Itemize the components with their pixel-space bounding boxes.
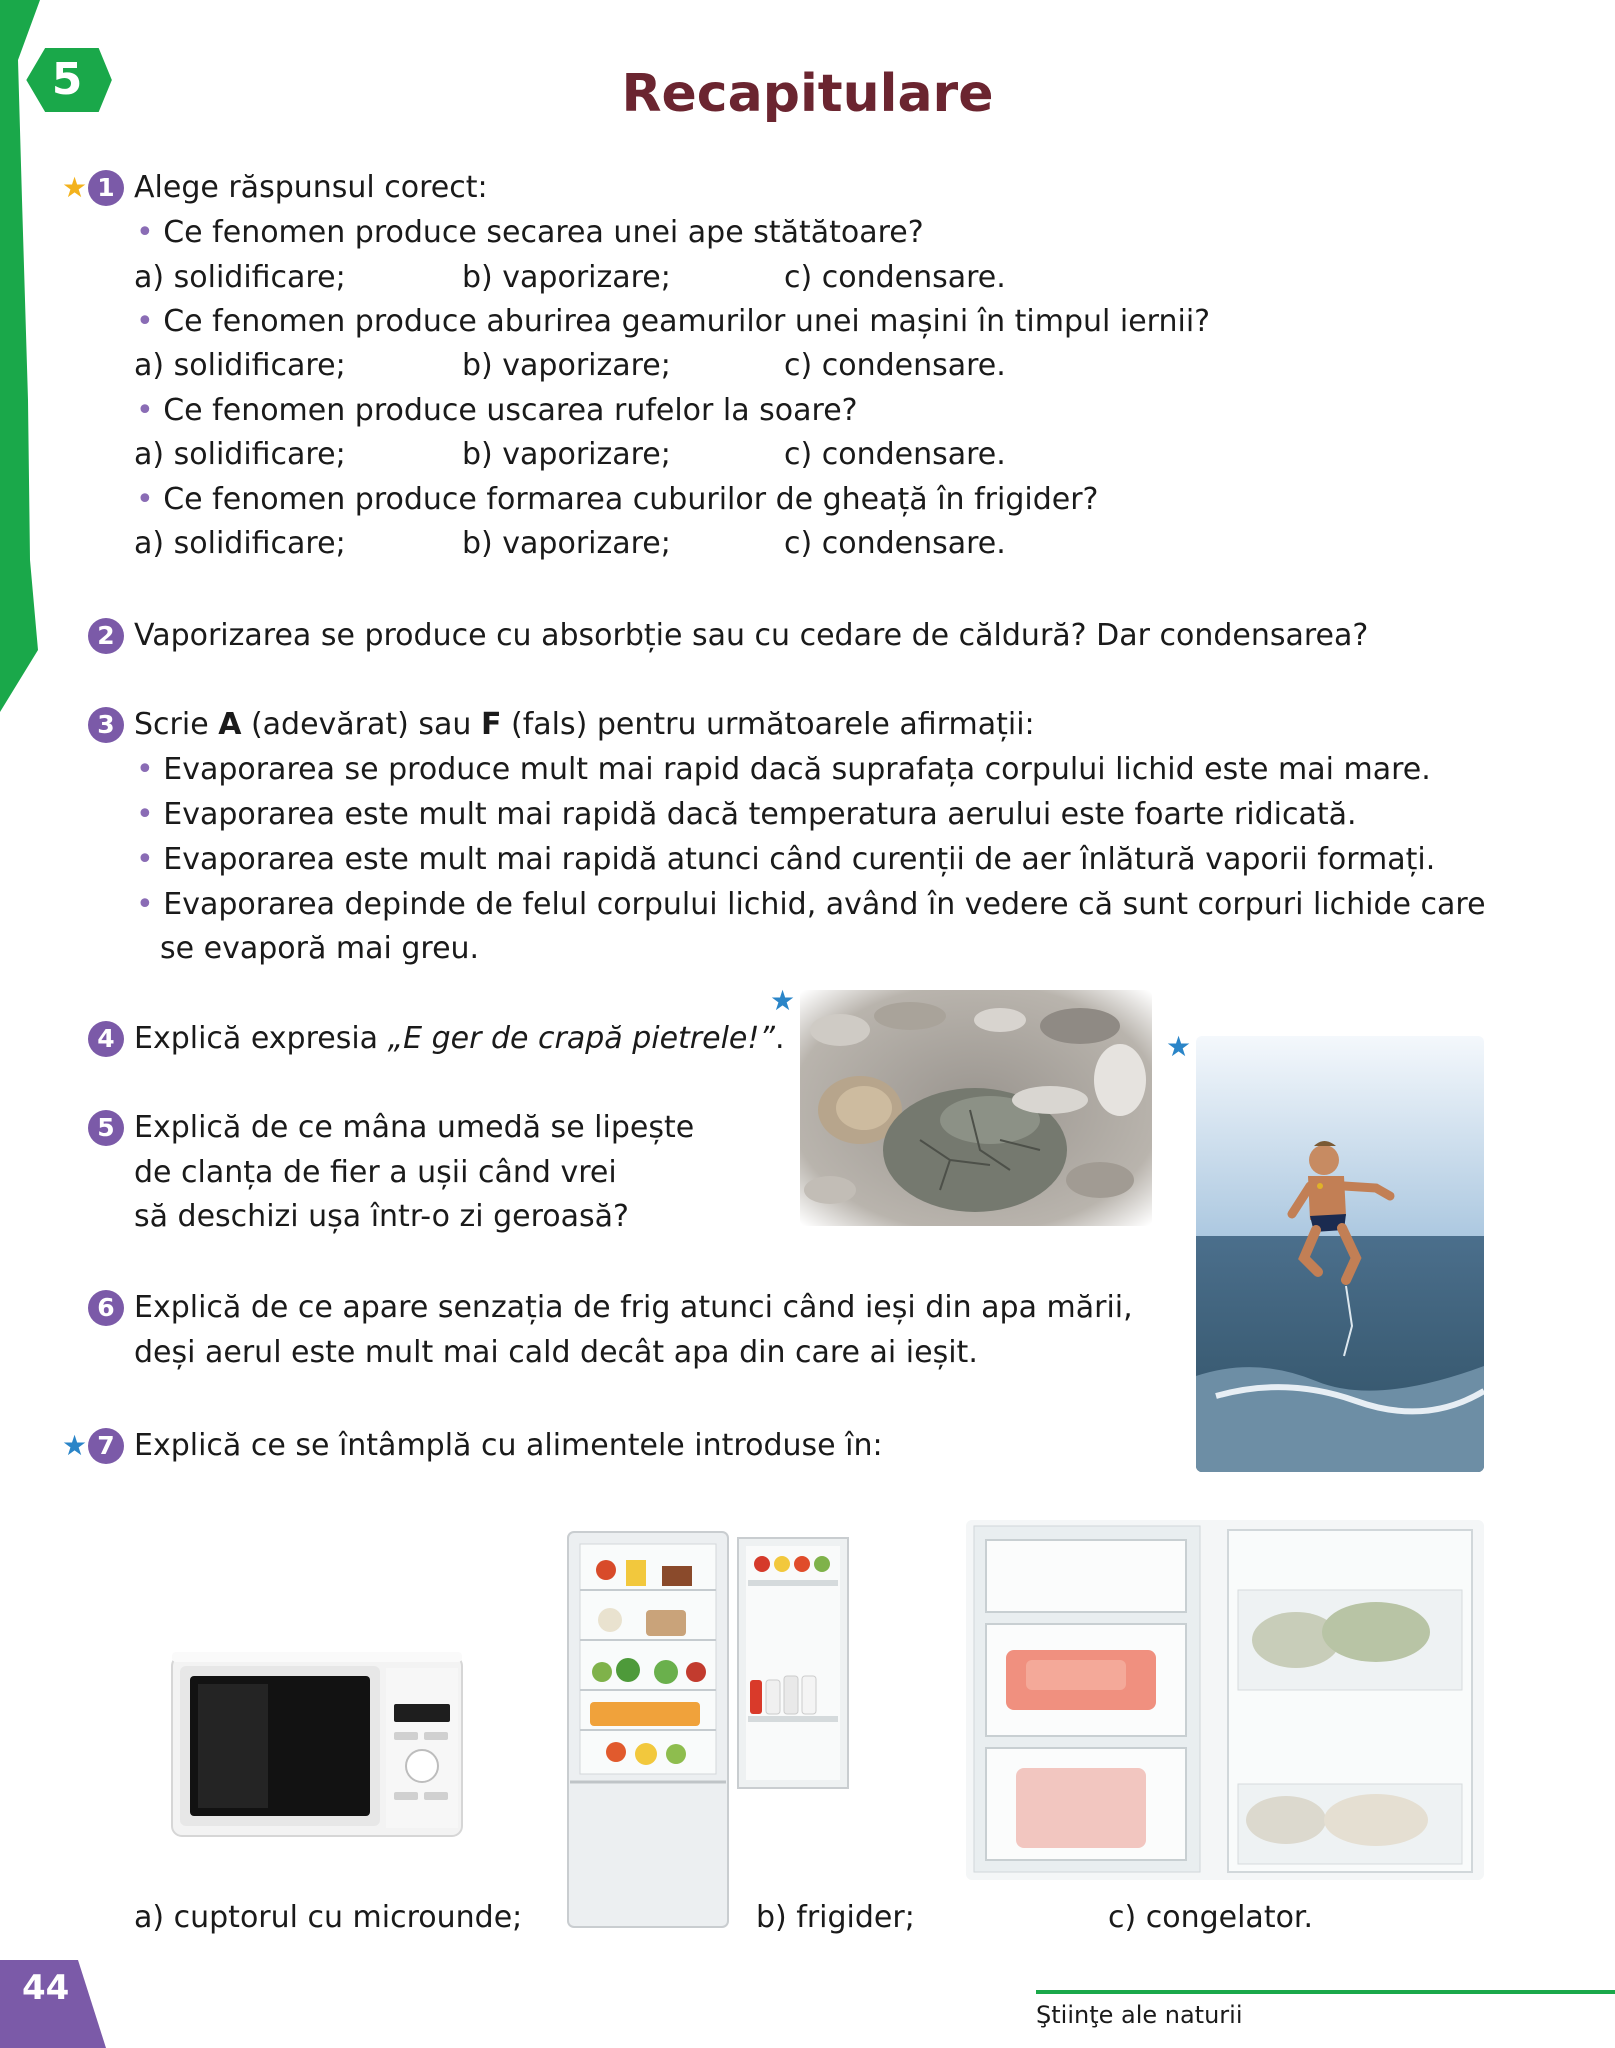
statement-4 [136, 883, 1486, 927]
option-a[interactable]: a) solidificare; [134, 260, 346, 295]
option-a[interactable]: a) solidificare; [134, 526, 346, 561]
question-text: Ce fenomen produce aburirea geamurilor unei mașini în timpul iernii? [163, 304, 1211, 339]
star-icon: ★ [1166, 1030, 1192, 1063]
exercise-number: 1 [88, 170, 124, 206]
option-freezer: c) congelator. [1108, 1900, 1314, 1935]
bullet-icon: • [136, 393, 164, 428]
page-title: Recapitulare [621, 64, 994, 124]
star-icon: ★ [62, 171, 88, 204]
statement-1 [136, 748, 1431, 792]
footer-subject: Ştiinţe ale naturii [1036, 2001, 1243, 2029]
question-3 [136, 389, 858, 433]
prompt-text: (adevărat) sau [241, 707, 481, 742]
exercise-5-line-3: să deschizi ușa într-o zi geroasă? [134, 1199, 629, 1234]
options-row-4 [134, 522, 1134, 566]
false-marker: F [480, 707, 502, 742]
prompt-text: . [774, 1021, 785, 1056]
bullet-icon: • [136, 482, 164, 517]
microwave-photo [168, 1636, 468, 1846]
option-b[interactable]: b) vaporizare; [462, 348, 671, 383]
bullet-icon: • [136, 797, 164, 832]
footer-rule [1036, 1990, 1615, 1994]
option-a[interactable]: a) solidificare; [134, 437, 346, 472]
exercise-1-prompt: Alege răspunsul corect: [134, 170, 488, 205]
boy-jumping-sea-photo [1196, 1036, 1484, 1472]
expression-quote: „E ger de crapă pietrele!” [387, 1021, 775, 1056]
exercise-6-line-2: deși aerul este mult mai cald decât apa din care ai ieșit. [134, 1335, 978, 1370]
statement-2 [136, 793, 1357, 837]
statement-text: Evaporarea depinde de felul corpului lichid, având în vedere că sunt corpuri lichide care [163, 887, 1486, 922]
exercise-5-line-2: de clanța de fier a ușii când vrei [134, 1155, 617, 1190]
option-b[interactable]: b) vaporizare; [462, 437, 671, 472]
question-text: Ce fenomen produce secarea unei ape stătătoare? [163, 215, 924, 250]
page-number-badge [0, 1948, 110, 2048]
question-1 [136, 211, 924, 255]
statement-text: Evaporarea este mult mai rapidă atunci când curenții de aer înlătură vaporii formați. [163, 842, 1436, 877]
exercise-number: 2 [88, 618, 124, 654]
option-b[interactable]: b) vaporizare; [462, 260, 671, 295]
option-fridge: b) frigider; [756, 1900, 915, 1935]
exercise-3-prompt [134, 703, 1035, 747]
star-icon: ★ [770, 984, 796, 1017]
exercise-4-text [134, 1017, 785, 1061]
option-c[interactable]: c) condensare. [784, 348, 1006, 383]
option-c[interactable]: c) condensare. [784, 260, 1006, 295]
star-icon: ★ [62, 1429, 88, 1462]
statement-text: Evaporarea se produce mult mai rapid dacă suprafața corpului lichid este mai mare. [163, 752, 1431, 787]
question-4 [136, 478, 1098, 522]
true-marker: A [218, 707, 242, 742]
bullet-icon: • [136, 752, 164, 787]
question-text: Ce fenomen produce uscarea rufelor la soare? [163, 393, 858, 428]
exercise-number: 3 [88, 707, 124, 743]
exercise-number: 4 [88, 1021, 124, 1057]
option-microwave: a) cuptorul cu microunde; [134, 1900, 523, 1935]
stones-photo [800, 990, 1152, 1226]
prompt-text: Scrie [134, 707, 219, 742]
exercise-number: 5 [88, 1110, 124, 1146]
bullet-icon: • [136, 842, 164, 877]
options-row-3 [134, 433, 1134, 477]
statement-4-continued: se evaporă mai greu. [160, 931, 480, 966]
prompt-text: Explică expresia [134, 1021, 388, 1056]
options-row-1 [134, 256, 1134, 300]
statement-3 [136, 838, 1435, 882]
option-b[interactable]: b) vaporizare; [462, 526, 671, 561]
fridge-photo [566, 1530, 856, 1930]
chapter-number: 5 [51, 54, 83, 105]
bullet-icon: • [136, 304, 164, 339]
statement-text: Evaporarea este mult mai rapidă dacă temperatura aerului este foarte ridicată. [163, 797, 1357, 832]
exercise-number: 6 [88, 1290, 124, 1326]
options-row-2 [134, 344, 1134, 388]
bullet-icon: • [136, 887, 164, 922]
option-c[interactable]: c) condensare. [784, 526, 1006, 561]
exercise-number: 7 [88, 1428, 124, 1464]
exercise-6-line-1: Explică de ce apare senzația de frig atunci când ieși din apa mării, [134, 1290, 1133, 1325]
exercise-5-line-1: Explică de ce mâna umedă se lipește [134, 1110, 695, 1145]
option-a[interactable]: a) solidificare; [134, 348, 346, 383]
question-text: Ce fenomen produce formarea cuburilor de gheață în frigider? [163, 482, 1099, 517]
exercise-2-text: Vaporizarea se produce cu absorbție sau cu cedare de căldură? Dar condensarea? [134, 618, 1369, 653]
page-number: 44 [22, 1968, 70, 2008]
exercise-7-prompt: Explică ce se întâmplă cu alimentele introduse în: [134, 1428, 883, 1463]
option-c[interactable]: c) condensare. [784, 437, 1006, 472]
freezer-photo [966, 1520, 1484, 1880]
bullet-icon: • [136, 215, 164, 250]
question-2 [136, 300, 1210, 344]
prompt-text: (fals) pentru următoarele afirmații: [501, 707, 1035, 742]
